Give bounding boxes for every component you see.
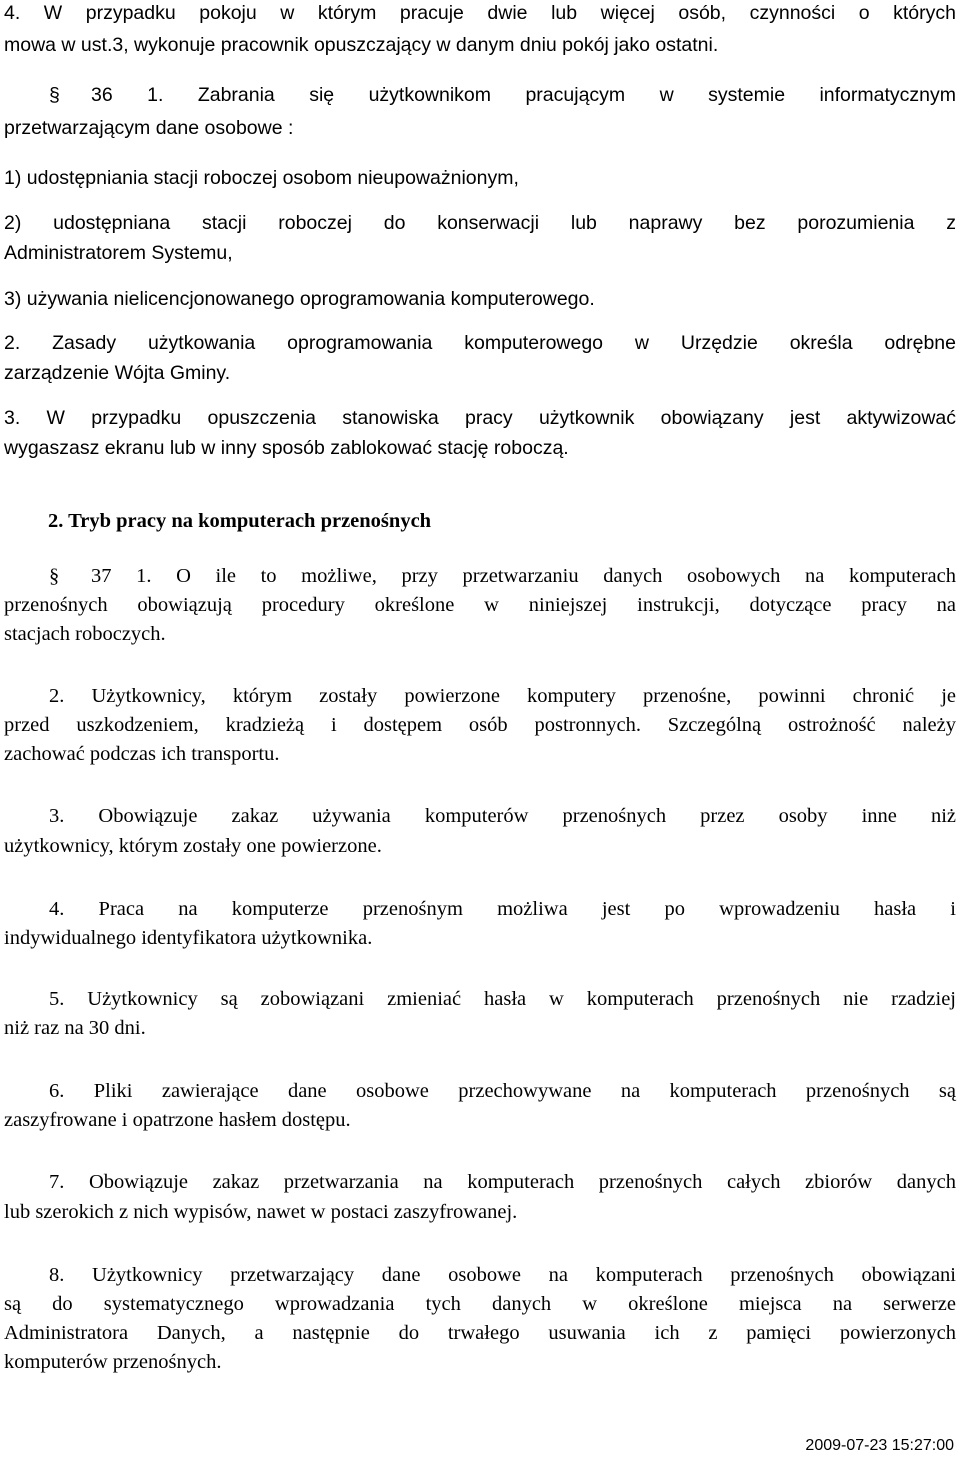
text-line: przenośnych obowiązują procedury określone w niniejszej instrukcji, dotyczące pracy na bbox=[4, 594, 956, 616]
text-line: 7. Obowiązuje zakaz przetwarzania na komputerach przenośnych całych zbiorów danych bbox=[49, 1171, 956, 1193]
text-line: 6. Pliki zawierające dane osobowe przechowywane na komputerach przenośnych są bbox=[49, 1080, 956, 1102]
text-line: indywidualnego identyfikatora użytkownika. bbox=[4, 927, 373, 949]
text-line: 4. W przypadku pokoju w którym pracuje dwie lub więcej osób, czynności o których bbox=[4, 2, 956, 24]
text-line: niż raz na 30 dni. bbox=[4, 1017, 146, 1039]
text-line: są do systematycznego wprowadzania tych danych w określone miejsca na serwerze bbox=[4, 1293, 956, 1315]
list-item: 2) udostępniana stacji roboczej do konserwacji lub naprawy bez porozumienia z bbox=[4, 212, 956, 234]
paragraph-36-line bbox=[4, 82, 956, 108]
text-line: zachować podczas ich transportu. bbox=[4, 743, 280, 765]
text-line: zarządzenie Wójta Gminy. bbox=[4, 362, 231, 384]
text-line: 4. Praca na komputerze przenośnym możliwa jest po wprowadzeniu hasła i bbox=[49, 898, 956, 920]
text-line: przed uszkodzeniem, kradzieżą i dostępem osób postronnych. Szczególną ostrożność należy bbox=[4, 714, 956, 736]
text-line: lub szerokich z nich wypisów, nawet w postaci zaszyfrowanej. bbox=[4, 1201, 518, 1223]
text-line: 5. Użytkownicy są zobowiązani zmieniać hasła w komputerach przenośnych nie rzadziej bbox=[49, 988, 956, 1010]
paragraph-36-text: 36 1. Zabrania się użytkownikom pracującym w systemie informatycznym bbox=[91, 84, 956, 106]
list-item: 1) udostępniania stacji roboczej osobom nieupoważnionym, bbox=[4, 167, 519, 189]
text-line: przetwarzającym dane osobowe : bbox=[4, 117, 294, 139]
text-line: 3. Obowiązuje zakaz używania komputerów przenośnych przez osoby inne niż bbox=[49, 805, 956, 827]
text-line: wygaszasz ekranu lub w inny sposób zablokować stację roboczą. bbox=[4, 437, 569, 459]
section-heading: 2. Tryb pracy na komputerach przenośnych bbox=[48, 510, 432, 532]
text-line: 3. W przypadku opuszczenia stanowiska pracy użytkownik obowiązany jest aktywizować bbox=[4, 407, 956, 429]
text-line: komputerów przenośnych. bbox=[4, 1351, 222, 1373]
text-line: Administratorem Systemu, bbox=[4, 242, 233, 264]
text-line: 2. Zasady użytkowania oprogramowania komputerowego w Urzędzie określa odrębne bbox=[4, 332, 956, 354]
text-line: 8. Użytkownicy przetwarzający dane osobowe na komputerach przenośnych obowiązani bbox=[49, 1264, 956, 1286]
section-sign: § bbox=[49, 84, 60, 106]
text-line: zaszyfrowane i opatrzone hasłem dostępu. bbox=[4, 1109, 351, 1131]
text-line: stacjach roboczych. bbox=[4, 623, 166, 645]
footer-timestamp: 2009-07-23 15:27:00 bbox=[805, 1437, 954, 1454]
text-line: 2. Użytkownicy, którym zostały powierzone komputery przenośne, powinni chronić je bbox=[49, 685, 956, 707]
text-line: Administratora Danych, a następnie do trwałego usuwania ich z pamięci powierzonych bbox=[4, 1322, 956, 1344]
text-line: użytkownicy, którym zostały one powierzone. bbox=[4, 835, 382, 857]
list-item: 3) używania nielicencjonowanego oprogramowania komputerowego. bbox=[4, 288, 595, 310]
section-sign: § bbox=[49, 565, 60, 587]
paragraph-37-text: 37 1. O ile to możliwe, przy przetwarzaniu danych osobowych na komputerach bbox=[91, 565, 956, 587]
text-line: mowa w ust.3, wykonuje pracownik opuszczający w danym dniu pokój jako ostatni. bbox=[4, 34, 719, 56]
paragraph-37-line bbox=[4, 563, 956, 589]
